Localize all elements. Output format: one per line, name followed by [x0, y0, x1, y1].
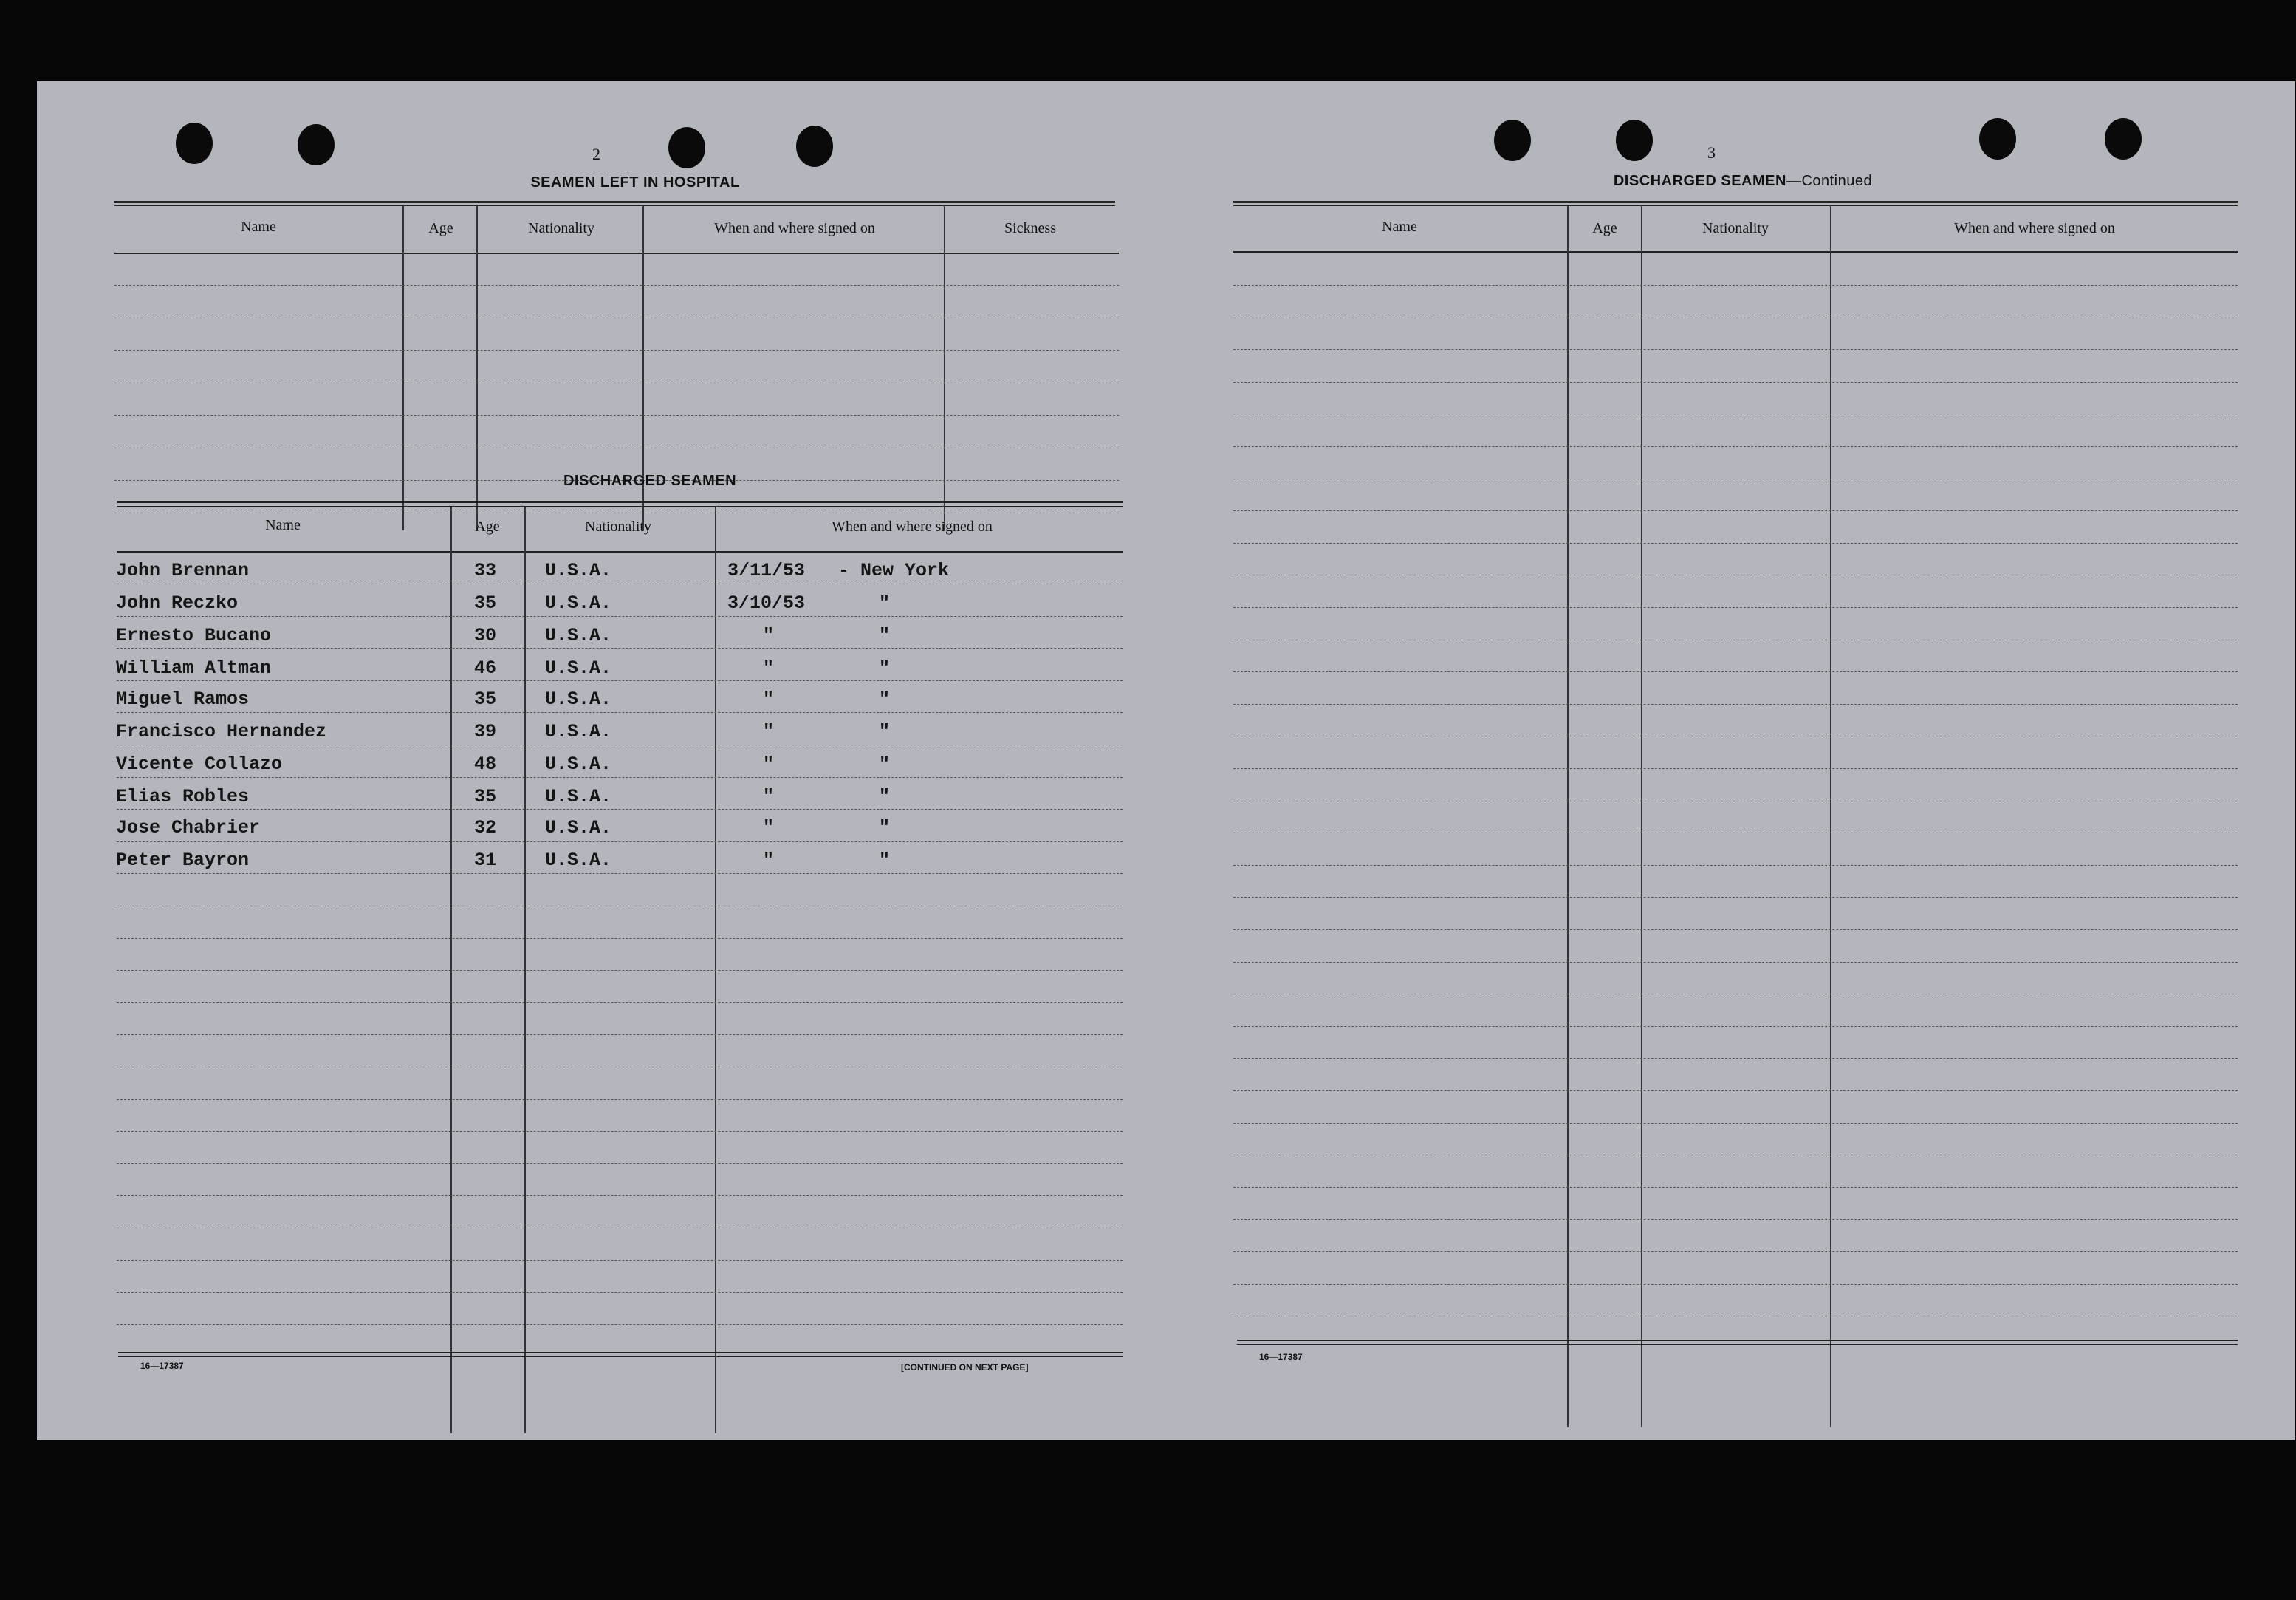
signed-on-place: " [879, 592, 891, 614]
row-line [114, 285, 1119, 286]
page-title-main: DISCHARGED SEAMEN [1613, 173, 1786, 189]
column-divider [1641, 205, 1642, 1427]
seaman-age: 33 [474, 560, 497, 581]
row-line [117, 873, 1123, 874]
row-line [1233, 1026, 2238, 1027]
seaman-age: 32 [474, 817, 497, 838]
seaman-nationality: U.S.A. [545, 657, 612, 679]
hospital-top-rule [114, 205, 1115, 206]
row-line [117, 841, 1123, 842]
row-line [1233, 285, 2238, 286]
row-line [1233, 1251, 2238, 1252]
seaman-nationality: U.S.A. [545, 721, 612, 742]
signed-on-date: " [763, 688, 775, 710]
punch-hole [1979, 118, 2016, 160]
signed-on-place: " [879, 817, 891, 838]
column-header-age: Age [475, 519, 500, 535]
discharged-top-rule [117, 501, 1123, 503]
signed-on-date: 3/11/53 [727, 560, 806, 581]
punch-hole [668, 127, 705, 168]
signed-on-place: " [879, 721, 891, 742]
row-line [1233, 865, 2238, 866]
punch-hole [176, 123, 213, 164]
form-number: 16—17387 [140, 1361, 184, 1371]
signed-on-place: " [879, 849, 891, 871]
seaman-nationality: U.S.A. [545, 817, 612, 838]
right-bottom-rule [1237, 1344, 2238, 1345]
seaman-nationality: U.S.A. [545, 625, 612, 646]
signed-on-date: " [763, 721, 775, 742]
signed-on-date: " [763, 786, 775, 807]
seaman-name: Jose Chabrier [116, 817, 261, 838]
seaman-name: Vicente Collazo [116, 753, 283, 775]
column-divider [1567, 205, 1569, 1427]
row-line [117, 1292, 1123, 1293]
seaman-age: 31 [474, 849, 497, 871]
seaman-nationality: U.S.A. [545, 592, 612, 614]
seaman-age: 35 [474, 592, 497, 614]
seaman-name: Ernesto Bucano [116, 625, 272, 646]
row-line [117, 1099, 1123, 1100]
column-header-name: Name [241, 219, 276, 235]
row-line [1233, 768, 2238, 769]
row-line [117, 1131, 1123, 1132]
seaman-name: John Reczko [116, 592, 239, 614]
hospital-section-title: SEAMEN LEFT IN HOSPITAL [530, 174, 740, 191]
signed-on-date: " [763, 753, 775, 775]
page-number: 3 [1707, 143, 1716, 162]
row-line [1233, 1090, 2238, 1091]
row-line [1233, 671, 2238, 672]
page-title [1484, 173, 2001, 190]
row-line [117, 1195, 1123, 1196]
signed-on-date: " [763, 817, 775, 838]
page-number: 2 [592, 145, 600, 163]
seaman-age: 39 [474, 721, 497, 742]
row-line [1233, 897, 2238, 898]
column-header-name: Name [1382, 219, 1417, 235]
column-header-name: Name [265, 517, 301, 533]
right-top-rule [1233, 205, 2238, 206]
right-header-rule [1233, 251, 2238, 253]
hospital-header-rule [114, 253, 1119, 254]
row-line [117, 616, 1123, 617]
signed-on-place: " [879, 657, 891, 679]
punch-hole [1494, 120, 1531, 161]
signed-on-place: " [879, 688, 891, 710]
seaman-name: William Altman [116, 657, 272, 679]
discharged-top-rule [117, 506, 1123, 507]
row-line [1233, 1123, 2238, 1124]
row-line [1233, 1187, 2238, 1188]
row-line [1233, 349, 2238, 350]
discharged-header-rule [117, 551, 1123, 553]
signed-on-place: " [879, 625, 891, 646]
row-line [117, 1260, 1123, 1261]
row-line [1233, 607, 2238, 608]
seaman-name: Miguel Ramos [116, 688, 250, 710]
seaman-age: 35 [474, 786, 497, 807]
seaman-age: 46 [474, 657, 497, 679]
row-line [117, 1034, 1123, 1035]
row-line [117, 1002, 1123, 1003]
signed-on-date: " [763, 849, 775, 871]
signed-on-place: " [879, 786, 891, 807]
punch-hole [298, 124, 335, 165]
right-bottom-rule [1237, 1340, 2238, 1341]
row-line [1233, 1058, 2238, 1059]
row-line [117, 1324, 1123, 1325]
row-line [1233, 1284, 2238, 1285]
continued-note: [CONTINUED ON NEXT PAGE] [901, 1362, 1029, 1372]
punch-hole [2105, 118, 2142, 160]
signed-on-place: " [879, 753, 891, 775]
column-header-nationality: Nationality [585, 519, 651, 535]
row-line [1233, 382, 2238, 383]
seaman-age: 35 [474, 688, 497, 710]
row-line [117, 712, 1123, 713]
seaman-nationality: U.S.A. [545, 849, 612, 871]
row-line [1233, 1219, 2238, 1220]
row-line [114, 350, 1119, 351]
discharged-section-title: DISCHARGED SEAMEN [563, 473, 737, 489]
seaman-name: Peter Bayron [116, 849, 250, 871]
column-header-signed-on: When and where signed on [714, 220, 875, 236]
form-number: 16—17387 [1259, 1352, 1303, 1362]
signed-on-date: " [763, 625, 775, 646]
column-header-age: Age [1592, 220, 1617, 236]
seaman-nationality: U.S.A. [545, 688, 612, 710]
row-line [117, 1163, 1123, 1164]
discharged-bottom-rule [118, 1352, 1123, 1353]
row-line [1233, 543, 2238, 544]
row-line [1233, 929, 2238, 930]
seaman-nationality: U.S.A. [545, 560, 612, 581]
row-line [1233, 446, 2238, 447]
row-line [1233, 704, 2238, 705]
column-header-sickness: Sickness [1004, 220, 1056, 236]
column-header-nationality: Nationality [528, 220, 594, 236]
column-header-signed-on: When and where signed on [832, 519, 993, 535]
signed-on-date: " [763, 657, 775, 679]
row-line [114, 415, 1119, 416]
punch-hole [796, 126, 833, 167]
document-sheet [37, 81, 2295, 1440]
column-header-nationality: Nationality [1702, 220, 1769, 236]
right-top-rule [1233, 201, 2238, 203]
seaman-nationality: U.S.A. [545, 753, 612, 775]
seaman-name: Francisco Hernandez [116, 721, 327, 742]
row-line [117, 938, 1123, 939]
page-title-suffix: —Continued [1786, 173, 1873, 189]
hospital-top-rule [114, 201, 1115, 203]
signed-on-date: 3/10/53 [727, 592, 806, 614]
seaman-name: Elias Robles [116, 786, 250, 807]
column-divider [1830, 205, 1831, 1427]
row-line [117, 648, 1123, 649]
row-line [1233, 962, 2238, 963]
discharged-bottom-rule [118, 1356, 1123, 1357]
punch-hole [1616, 120, 1653, 161]
seaman-name: John Brennan [116, 560, 250, 581]
row-line [1233, 510, 2238, 511]
row-line [117, 809, 1123, 810]
seaman-age: 48 [474, 753, 497, 775]
column-header-signed-on: When and where signed on [1954, 220, 2115, 236]
row-line [117, 970, 1123, 971]
column-header-age: Age [428, 220, 453, 236]
seaman-age: 30 [474, 625, 497, 646]
row-line [117, 777, 1123, 778]
row-line [117, 680, 1123, 681]
signed-on-place: - New York [838, 560, 950, 581]
seaman-nationality: U.S.A. [545, 786, 612, 807]
